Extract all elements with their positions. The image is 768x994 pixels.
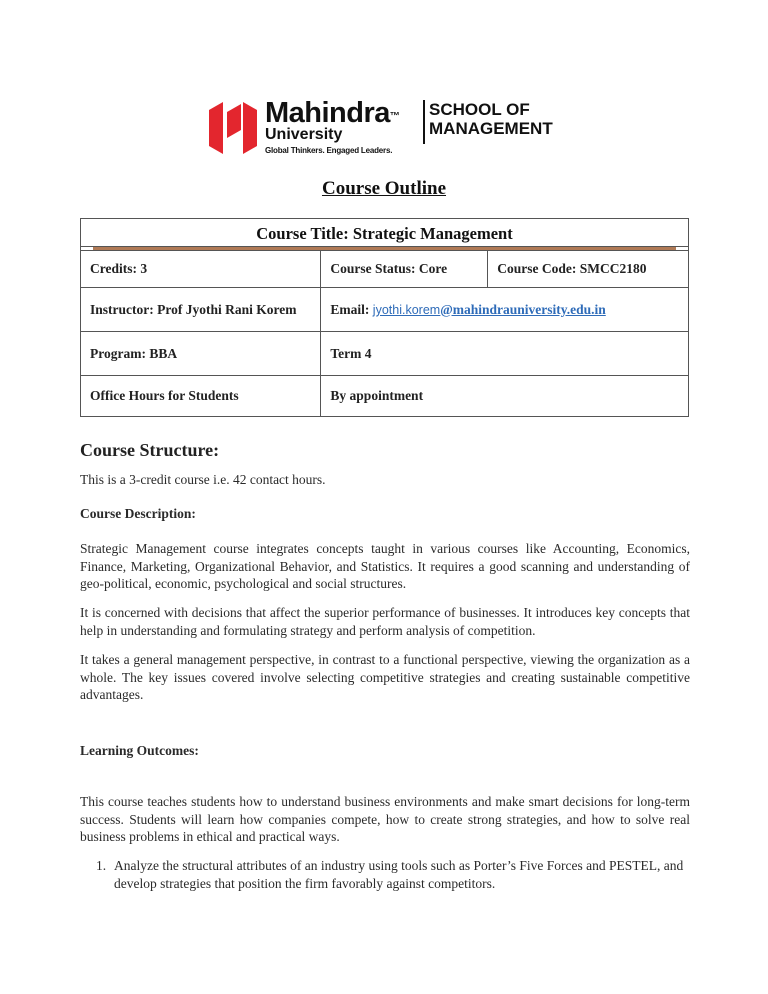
course-status-cell: Course Status: Core — [321, 251, 488, 288]
brand-name — [265, 98, 399, 128]
trademark-symbol: ™ — [389, 111, 400, 122]
mahindra-logo-mark-icon — [209, 100, 257, 154]
course-title: Course Title: Strategic Management — [256, 223, 513, 243]
program-cell: Program: BBA — [81, 332, 321, 376]
office-hours-value-cell: By appointment — [321, 376, 689, 417]
brand-name-text: Mahindra — [265, 97, 390, 129]
office-hours-label-cell: Office Hours for Students — [81, 376, 321, 417]
list-item-text: Analyze the structural attributes of an industry using tools such as Porter’s Five Forces and PESTEL, and develop strategies that position the firm favorably against competitors. — [114, 858, 684, 891]
brand-tagline: Global Thinkers. Engaged Leaders. — [265, 146, 393, 155]
email-cell — [321, 288, 689, 332]
logo-divider — [423, 100, 425, 144]
email-user: jyothi.korem — [372, 302, 441, 317]
learning-outcomes-heading: Learning Outcomes: — [80, 743, 199, 758]
instructor-cell: Instructor: Prof Jyothi Rani Korem — [81, 288, 321, 332]
brand-text — [265, 98, 399, 156]
school-name — [429, 100, 553, 138]
learning-outcomes-list — [80, 857, 690, 892]
course-description-paragraph-2: It is concerned with decisions that affect the superior performance of businesses. It introduces key concepts that help in understanding and formulating strategy and perform analysis of competition. — [80, 605, 690, 638]
course-description-paragraph-3: It takes a general management perspective, in contrast to a functional perspective, viewing the organization as a whole. The key issues covered involve selecting competitive strategies and creating sustainable competitive advantages. — [80, 652, 690, 702]
university-logo — [209, 98, 569, 156]
list-item-number: 1. — [96, 858, 107, 873]
course-description-paragraph-1: Strategic Management course integrates concepts taught in various courses like Accounting, Economics, Finance, Marketing, Organizational Behavior, and Statistics. It requires a good scanning and understanding of geo-political, economic, psychological and social structures. — [80, 541, 690, 591]
course-info-table — [80, 218, 689, 417]
email-label: Email: — [330, 301, 370, 317]
course-structure-text: This is a 3-credit course i.e. 42 contact hours. — [80, 472, 326, 487]
email-link[interactable] — [373, 302, 606, 317]
course-structure-heading: Course Structure: — [80, 440, 220, 460]
school-line-2: MANAGEMENT — [429, 119, 553, 138]
school-line-1: SCHOOL OF — [429, 100, 530, 119]
course-title-cell — [81, 219, 689, 247]
email-domain: @mahindrauniversity.edu.in — [440, 301, 606, 317]
term-cell: Term 4 — [321, 332, 689, 376]
learning-outcomes-intro: This course teaches students how to understand business environments and make smart decisions for long-term success. Students will learn how companies compete, how to create strong strategies, and how to solve real business problems in ethical and practical ways. — [80, 794, 690, 844]
page-title: Course Outline — [321, 178, 447, 199]
list-item — [80, 857, 690, 892]
credits-cell: Credits: 3 — [81, 251, 321, 288]
course-code-cell: Course Code: SMCC2180 — [488, 251, 689, 288]
brand-university: University — [265, 126, 343, 143]
course-description-heading: Course Description: — [80, 506, 196, 521]
